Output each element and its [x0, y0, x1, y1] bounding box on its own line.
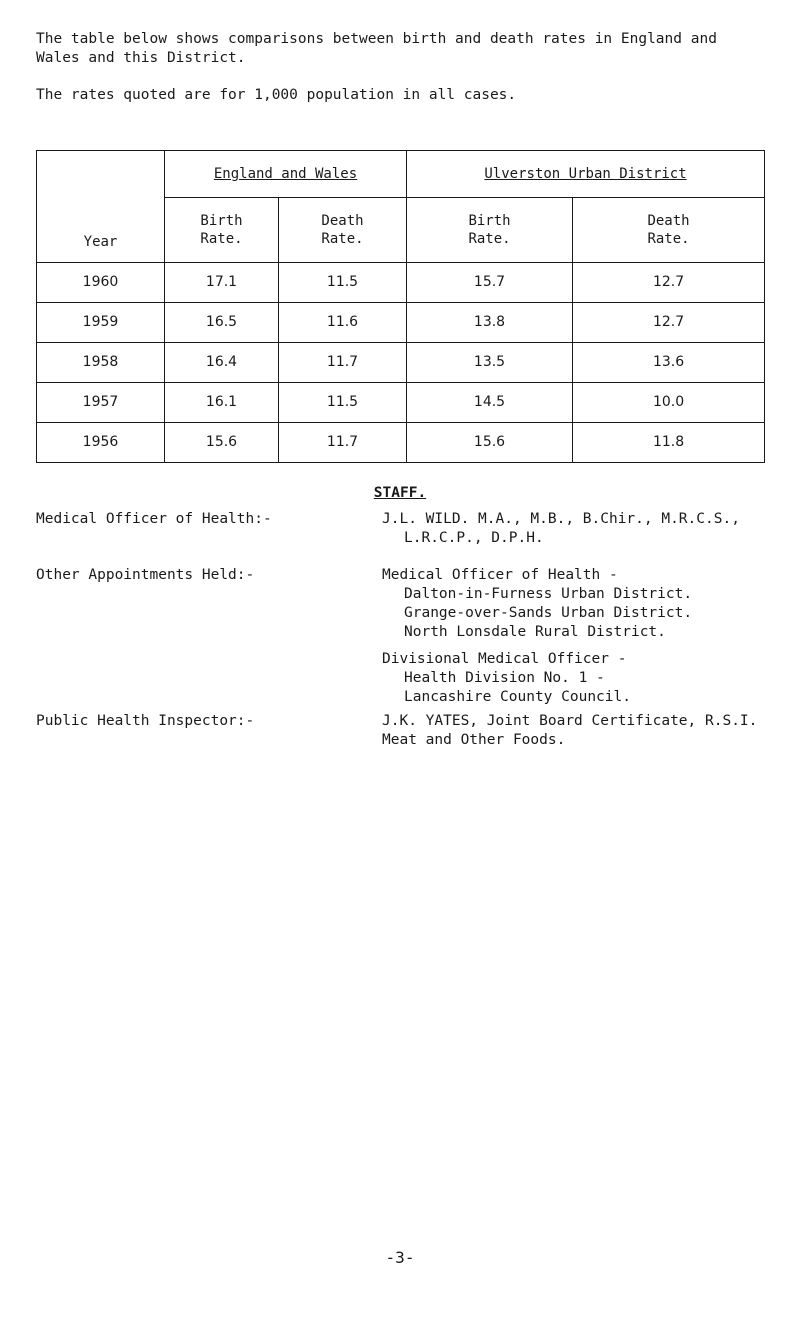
ew-death-header: Death Rate. — [279, 198, 407, 263]
u-birth-cell: 15.6 — [407, 423, 573, 463]
div-line-2: Health Division No. 1 - — [404, 670, 605, 686]
other-appt-line-3: Grange-over-Sands Urban District. — [404, 605, 693, 621]
rates-note: The rates quoted are for 1,000 population in all cases. — [36, 87, 517, 103]
other-appt-line-2: Dalton-in-Furness Urban District. — [404, 586, 693, 602]
ew-death-cell: 11.5 — [279, 383, 407, 423]
div-line-1: Divisional Medical Officer - — [382, 651, 627, 667]
table-row — [37, 263, 765, 303]
other-appointments-value — [382, 566, 692, 642]
ew-birth-cell: 17.1 — [165, 263, 279, 303]
england-wales-header — [165, 151, 407, 198]
intro-paragraph — [36, 30, 776, 68]
moh-label: Medical Officer of Health:- — [36, 511, 272, 527]
england-wales-label: England and Wales — [213, 165, 358, 182]
ew-birth-header: Birth Rate. — [165, 198, 279, 263]
ulverston-label: Ulverston Urban District — [484, 165, 687, 182]
phi-line-1: J.K. YATES, Joint Board Certificate, R.S.I. — [382, 713, 758, 729]
u-death-header: Death Rate. — [573, 198, 765, 263]
other-appointments-label: Other Appointments Held:- — [36, 567, 255, 583]
table-row — [37, 383, 765, 423]
ulverston-header — [407, 151, 765, 198]
u-birth-cell: 13.5 — [407, 343, 573, 383]
divisional-officer-value — [382, 650, 631, 707]
other-appt-line-1: Medical Officer of Health - — [382, 567, 618, 583]
year-cell: 1959 — [37, 303, 165, 343]
table-row — [37, 423, 765, 463]
moh-name-line-2: L.R.C.P., D.P.H. — [404, 530, 544, 546]
ew-death-cell: 11.7 — [279, 423, 407, 463]
u-birth-cell: 13.8 — [407, 303, 573, 343]
ew-birth-cell: 16.4 — [165, 343, 279, 383]
year-cell: 1957 — [37, 383, 165, 423]
div-line-3: Lancashire County Council. — [404, 689, 631, 705]
moh-value — [382, 510, 740, 548]
ew-death-cell: 11.6 — [279, 303, 407, 343]
phi-line-2: Meat and Other Foods. — [382, 732, 566, 748]
public-health-inspector-label: Public Health Inspector:- — [36, 713, 255, 729]
table-row — [37, 303, 765, 343]
u-birth-cell: 15.7 — [407, 263, 573, 303]
rates-table — [36, 150, 765, 463]
ew-birth-cell: 15.6 — [165, 423, 279, 463]
year-cell: 1956 — [37, 423, 165, 463]
page-number: -3- — [385, 1248, 415, 1267]
year-cell: 1958 — [37, 343, 165, 383]
group-header-row — [37, 151, 765, 198]
ew-death-cell: 11.7 — [279, 343, 407, 383]
u-death-cell: 12.7 — [573, 263, 765, 303]
intro-line-1: The table below shows comparisons between birth and death rates in England and — [36, 31, 717, 47]
u-death-cell: 10.0 — [573, 383, 765, 423]
ew-birth-cell: 16.1 — [165, 383, 279, 423]
u-birth-cell: 14.5 — [407, 383, 573, 423]
year-cell: 1960 — [37, 263, 165, 303]
intro-line-2: Wales and this District. — [36, 50, 246, 66]
table-row — [37, 343, 765, 383]
year-header: Year — [37, 151, 165, 263]
public-health-inspector-value — [382, 712, 757, 750]
ew-death-cell: 11.5 — [279, 263, 407, 303]
u-death-cell: 13.6 — [573, 343, 765, 383]
u-death-cell: 12.7 — [573, 303, 765, 343]
u-birth-header: Birth Rate. — [407, 198, 573, 263]
u-death-cell: 11.8 — [573, 423, 765, 463]
moh-name-line-1: J.L. WILD. M.A., M.B., B.Chir., M.R.C.S., — [382, 511, 740, 527]
other-appt-line-4: North Lonsdale Rural District. — [404, 624, 666, 640]
staff-heading: STAFF. — [373, 485, 427, 501]
ew-birth-cell: 16.5 — [165, 303, 279, 343]
